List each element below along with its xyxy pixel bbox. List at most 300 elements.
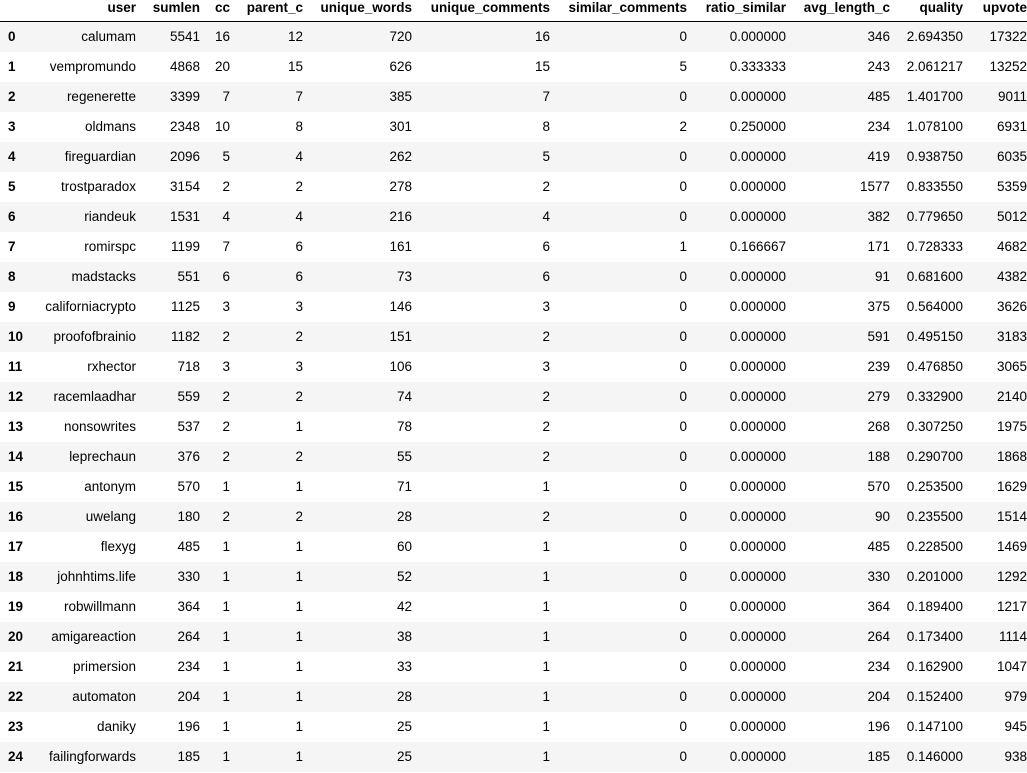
cell-ratio-similar: 0.250000 bbox=[729, 119, 786, 134]
cell-unique-words: 73 bbox=[396, 269, 412, 284]
cell-avg-length-c: 204 bbox=[867, 689, 890, 704]
cell-cc: 2 bbox=[222, 419, 230, 434]
column-header-sumlen: sumlen bbox=[136, 0, 200, 21]
row-index: 21 bbox=[8, 659, 24, 674]
table-row bbox=[0, 142, 1027, 172]
table-row bbox=[0, 442, 1027, 472]
cell-cc: 1 bbox=[222, 599, 230, 614]
cell-user: antonym bbox=[84, 479, 136, 494]
cell-upvote: 1975 bbox=[996, 419, 1027, 434]
row-index: 8 bbox=[8, 269, 16, 284]
cell-cc: 7 bbox=[222, 89, 230, 104]
cell-unique-comments: 1 bbox=[542, 569, 550, 584]
cell-cc: 1 bbox=[222, 659, 230, 674]
cell-similar-comments: 0 bbox=[679, 149, 687, 164]
cell-user: rxhector bbox=[87, 359, 136, 374]
cell-unique-words: 60 bbox=[396, 539, 412, 554]
cell-sumlen: 1125 bbox=[170, 299, 200, 314]
cell-avg-length-c: 346 bbox=[867, 29, 890, 44]
cell-upvote: 1868 bbox=[996, 449, 1027, 464]
cell-avg-length-c: 234 bbox=[867, 659, 890, 674]
cell-unique-comments: 6 bbox=[542, 269, 550, 284]
cell-quality: 0.728333 bbox=[906, 239, 963, 254]
cell-upvote: 5359 bbox=[996, 179, 1027, 194]
cell-unique-comments: 5 bbox=[542, 149, 550, 164]
column-header-ratio-similar: ratio_similar bbox=[687, 0, 786, 21]
table-header bbox=[0, 0, 1027, 21]
cell-avg-length-c: 171 bbox=[867, 239, 890, 254]
row-index: 23 bbox=[8, 719, 24, 734]
row-index: 17 bbox=[8, 539, 24, 554]
cell-sumlen: 5541 bbox=[169, 29, 200, 44]
cell-parent-c: 12 bbox=[287, 29, 303, 44]
cell-sumlen: 718 bbox=[177, 359, 200, 374]
cell-unique-words: 720 bbox=[389, 29, 412, 44]
cell-unique-comments: 1 bbox=[542, 719, 550, 734]
cell-avg-length-c: 485 bbox=[867, 89, 890, 104]
column-header-unique-comments: unique_comments bbox=[412, 0, 550, 21]
cell-cc: 16 bbox=[214, 29, 230, 44]
cell-unique-words: 278 bbox=[389, 179, 412, 194]
table-row bbox=[0, 52, 1027, 82]
cell-cc: 1 bbox=[222, 749, 230, 764]
cell-avg-length-c: 90 bbox=[874, 509, 890, 524]
cell-ratio-similar: 0.000000 bbox=[729, 509, 786, 524]
cell-user: uwelang bbox=[85, 509, 136, 524]
cell-cc: 1 bbox=[222, 569, 230, 584]
cell-upvote: 3183 bbox=[996, 329, 1027, 344]
cell-upvote: 4382 bbox=[996, 269, 1027, 284]
cell-parent-c: 15 bbox=[287, 59, 303, 74]
cell-cc: 5 bbox=[222, 149, 230, 164]
cell-cc: 7 bbox=[222, 239, 230, 254]
cell-ratio-similar: 0.000000 bbox=[729, 359, 786, 374]
cell-unique-words: 28 bbox=[396, 509, 412, 524]
row-index: 10 bbox=[8, 329, 24, 344]
cell-sumlen: 551 bbox=[177, 269, 200, 284]
cell-user: primersion bbox=[72, 659, 136, 674]
cell-parent-c: 1 bbox=[295, 719, 303, 734]
row-index: 16 bbox=[8, 509, 24, 524]
cell-ratio-similar: 0.000000 bbox=[729, 179, 786, 194]
cell-similar-comments: 0 bbox=[679, 269, 687, 284]
cell-user: californiacrypto bbox=[45, 299, 136, 314]
cell-unique-words: 78 bbox=[396, 419, 412, 434]
cell-sumlen: 2096 bbox=[169, 149, 200, 164]
row-index: 14 bbox=[8, 449, 24, 464]
cell-unique-comments: 2 bbox=[542, 179, 550, 194]
cell-parent-c: 1 bbox=[295, 419, 303, 434]
cell-sumlen: 3399 bbox=[169, 89, 200, 104]
cell-unique-words: 74 bbox=[396, 389, 412, 404]
cell-cc: 2 bbox=[222, 449, 230, 464]
row-index: 7 bbox=[8, 239, 16, 254]
cell-ratio-similar: 0.000000 bbox=[729, 419, 786, 434]
cell-unique-words: 262 bbox=[389, 149, 412, 164]
cell-similar-comments: 0 bbox=[679, 329, 687, 344]
cell-avg-length-c: 382 bbox=[867, 209, 890, 224]
row-index: 24 bbox=[8, 749, 24, 764]
cell-similar-comments: 1 bbox=[679, 239, 687, 254]
cell-sumlen: 376 bbox=[177, 449, 200, 464]
cell-user: johnhtims.life bbox=[57, 569, 136, 584]
cell-upvote: 2140 bbox=[996, 389, 1027, 404]
cell-quality: 0.476850 bbox=[906, 359, 963, 374]
cell-user: leprechaun bbox=[69, 449, 136, 464]
cell-sumlen: 185 bbox=[177, 749, 200, 764]
cell-quality: 0.833550 bbox=[906, 179, 963, 194]
cell-similar-comments: 0 bbox=[679, 749, 687, 764]
cell-similar-comments: 0 bbox=[679, 539, 687, 554]
cell-user: racemlaadhar bbox=[53, 389, 136, 404]
cell-parent-c: 8 bbox=[295, 119, 303, 134]
cell-ratio-similar: 0.000000 bbox=[729, 719, 786, 734]
table-row bbox=[0, 352, 1027, 382]
cell-upvote: 1469 bbox=[996, 539, 1027, 554]
cell-avg-length-c: 234 bbox=[867, 119, 890, 134]
cell-similar-comments: 0 bbox=[679, 179, 687, 194]
cell-unique-words: 38 bbox=[396, 629, 412, 644]
cell-sumlen: 1182 bbox=[170, 329, 200, 344]
header-row bbox=[0, 0, 1027, 21]
table-body bbox=[0, 21, 1027, 772]
row-index: 0 bbox=[8, 29, 16, 44]
cell-avg-length-c: 188 bbox=[867, 449, 890, 464]
cell-parent-c: 2 bbox=[295, 509, 303, 524]
cell-upvote: 3626 bbox=[996, 299, 1027, 314]
cell-unique-comments: 15 bbox=[534, 59, 550, 74]
table-row bbox=[0, 592, 1027, 622]
cell-user: automaton bbox=[72, 689, 136, 704]
cell-quality: 0.173400 bbox=[906, 629, 963, 644]
cell-parent-c: 6 bbox=[295, 239, 303, 254]
cell-unique-words: 55 bbox=[396, 449, 412, 464]
cell-upvote: 13252 bbox=[989, 59, 1027, 74]
cell-unique-words: 301 bbox=[389, 119, 412, 134]
column-header-quality: quality bbox=[890, 0, 963, 21]
cell-cc: 1 bbox=[222, 629, 230, 644]
cell-cc: 2 bbox=[222, 179, 230, 194]
table-row bbox=[0, 652, 1027, 682]
cell-quality: 0.228500 bbox=[906, 539, 963, 554]
cell-avg-length-c: 1577 bbox=[859, 179, 890, 194]
table-row bbox=[0, 502, 1027, 532]
cell-upvote: 1217 bbox=[996, 599, 1027, 614]
cell-sumlen: 559 bbox=[177, 389, 200, 404]
cell-user: calumam bbox=[81, 29, 136, 44]
cell-ratio-similar: 0.000000 bbox=[729, 209, 786, 224]
cell-avg-length-c: 264 bbox=[867, 629, 890, 644]
cell-quality: 0.152400 bbox=[906, 689, 963, 704]
table-row bbox=[0, 21, 1027, 52]
cell-unique-comments: 1 bbox=[542, 629, 550, 644]
cell-sumlen: 537 bbox=[177, 419, 200, 434]
cell-quality: 0.235500 bbox=[906, 509, 963, 524]
cell-ratio-similar: 0.000000 bbox=[729, 89, 786, 104]
cell-similar-comments: 0 bbox=[679, 479, 687, 494]
cell-similar-comments: 0 bbox=[679, 299, 687, 314]
cell-similar-comments: 0 bbox=[679, 359, 687, 374]
cell-parent-c: 2 bbox=[295, 449, 303, 464]
cell-cc: 1 bbox=[222, 539, 230, 554]
cell-user: vempromundo bbox=[49, 59, 136, 74]
row-index: 20 bbox=[8, 629, 24, 644]
table-row bbox=[0, 292, 1027, 322]
cell-ratio-similar: 0.000000 bbox=[729, 689, 786, 704]
cell-similar-comments: 0 bbox=[679, 419, 687, 434]
cell-upvote: 938 bbox=[1004, 749, 1027, 764]
cell-ratio-similar: 0.000000 bbox=[729, 749, 786, 764]
cell-parent-c: 2 bbox=[295, 329, 303, 344]
cell-sumlen: 3154 bbox=[169, 179, 200, 194]
cell-unique-words: 28 bbox=[396, 689, 412, 704]
cell-sumlen: 1199 bbox=[170, 239, 200, 254]
cell-user: romirspc bbox=[84, 239, 136, 254]
cell-unique-words: 146 bbox=[389, 299, 412, 314]
cell-unique-words: 106 bbox=[389, 359, 412, 374]
column-header-user: user bbox=[32, 0, 136, 21]
column-header-cc: cc bbox=[200, 0, 230, 21]
row-index: 19 bbox=[8, 599, 24, 614]
cell-unique-comments: 1 bbox=[542, 659, 550, 674]
cell-ratio-similar: 0.000000 bbox=[729, 539, 786, 554]
cell-similar-comments: 5 bbox=[679, 59, 687, 74]
column-header-avg-length-c: avg_length_c bbox=[786, 0, 890, 21]
cell-upvote: 6931 bbox=[996, 119, 1027, 134]
cell-unique-comments: 3 bbox=[542, 299, 550, 314]
cell-similar-comments: 0 bbox=[679, 209, 687, 224]
cell-ratio-similar: 0.000000 bbox=[729, 599, 786, 614]
cell-unique-comments: 16 bbox=[534, 29, 550, 44]
cell-unique-comments: 1 bbox=[542, 479, 550, 494]
cell-upvote: 4682 bbox=[996, 239, 1027, 254]
cell-sumlen: 2348 bbox=[169, 119, 200, 134]
cell-upvote: 1629 bbox=[996, 479, 1027, 494]
cell-parent-c: 1 bbox=[295, 479, 303, 494]
cell-user: trostparadox bbox=[60, 179, 136, 194]
cell-similar-comments: 0 bbox=[679, 449, 687, 464]
cell-parent-c: 1 bbox=[295, 689, 303, 704]
cell-avg-length-c: 243 bbox=[867, 59, 890, 74]
cell-sumlen: 4868 bbox=[169, 59, 200, 74]
table-row bbox=[0, 712, 1027, 742]
table-row bbox=[0, 532, 1027, 562]
table-row bbox=[0, 202, 1027, 232]
row-index: 12 bbox=[8, 389, 24, 404]
cell-sumlen: 204 bbox=[177, 689, 200, 704]
cell-similar-comments: 0 bbox=[679, 659, 687, 674]
cell-unique-comments: 7 bbox=[542, 89, 550, 104]
cell-similar-comments: 0 bbox=[679, 89, 687, 104]
cell-avg-length-c: 485 bbox=[867, 539, 890, 554]
cell-ratio-similar: 0.333333 bbox=[729, 59, 786, 74]
cell-upvote: 979 bbox=[1004, 689, 1027, 704]
cell-quality: 0.564000 bbox=[906, 299, 963, 314]
cell-unique-words: 25 bbox=[396, 719, 412, 734]
cell-quality: 1.401700 bbox=[906, 89, 963, 104]
cell-parent-c: 1 bbox=[295, 749, 303, 764]
cell-sumlen: 570 bbox=[177, 479, 200, 494]
cell-user: fireguardian bbox=[64, 149, 136, 164]
column-header-parent-c: parent_c bbox=[230, 0, 303, 21]
cell-quality: 0.146000 bbox=[906, 749, 963, 764]
cell-similar-comments: 0 bbox=[679, 569, 687, 584]
cell-sumlen: 1531 bbox=[169, 209, 200, 224]
cell-avg-length-c: 419 bbox=[867, 149, 890, 164]
cell-cc: 3 bbox=[222, 299, 230, 314]
cell-similar-comments: 2 bbox=[679, 119, 687, 134]
row-index: 15 bbox=[8, 479, 24, 494]
cell-avg-length-c: 239 bbox=[867, 359, 890, 374]
table-row bbox=[0, 562, 1027, 592]
cell-quality: 0.162900 bbox=[906, 659, 963, 674]
cell-ratio-similar: 0.000000 bbox=[729, 449, 786, 464]
cell-unique-words: 151 bbox=[389, 329, 412, 344]
cell-parent-c: 7 bbox=[295, 89, 303, 104]
cell-unique-comments: 8 bbox=[542, 119, 550, 134]
cell-ratio-similar: 0.000000 bbox=[729, 29, 786, 44]
cell-parent-c: 1 bbox=[295, 629, 303, 644]
cell-ratio-similar: 0.000000 bbox=[729, 569, 786, 584]
row-index: 4 bbox=[8, 149, 16, 164]
cell-ratio-similar: 0.000000 bbox=[729, 269, 786, 284]
cell-quality: 1.078100 bbox=[906, 119, 963, 134]
table-row bbox=[0, 262, 1027, 292]
cell-similar-comments: 0 bbox=[679, 719, 687, 734]
cell-unique-words: 626 bbox=[389, 59, 412, 74]
cell-cc: 2 bbox=[222, 389, 230, 404]
cell-sumlen: 180 bbox=[177, 509, 200, 524]
cell-unique-comments: 2 bbox=[542, 509, 550, 524]
cell-avg-length-c: 375 bbox=[867, 299, 890, 314]
cell-similar-comments: 0 bbox=[679, 509, 687, 524]
table-row bbox=[0, 412, 1027, 442]
row-index: 9 bbox=[8, 299, 16, 314]
cell-ratio-similar: 0.000000 bbox=[729, 389, 786, 404]
cell-avg-length-c: 570 bbox=[867, 479, 890, 494]
cell-upvote: 9011 bbox=[997, 89, 1027, 104]
cell-quality: 0.147100 bbox=[906, 719, 963, 734]
cell-parent-c: 3 bbox=[295, 359, 303, 374]
cell-unique-comments: 2 bbox=[542, 329, 550, 344]
cell-ratio-similar: 0.000000 bbox=[729, 329, 786, 344]
cell-unique-comments: 1 bbox=[542, 749, 550, 764]
row-index: 5 bbox=[8, 179, 16, 194]
cell-unique-words: 216 bbox=[389, 209, 412, 224]
cell-avg-length-c: 279 bbox=[867, 389, 890, 404]
cell-cc: 2 bbox=[222, 509, 230, 524]
cell-user: failingforwards bbox=[48, 749, 136, 764]
cell-upvote: 3065 bbox=[996, 359, 1027, 374]
cell-ratio-similar: 0.000000 bbox=[729, 659, 786, 674]
row-index: 22 bbox=[8, 689, 24, 704]
column-header-similar-comments: similar_comments bbox=[550, 0, 687, 21]
cell-quality: 0.332900 bbox=[906, 389, 963, 404]
cell-avg-length-c: 91 bbox=[874, 269, 890, 284]
table-row bbox=[0, 232, 1027, 262]
row-index: 13 bbox=[8, 419, 24, 434]
cell-avg-length-c: 185 bbox=[867, 749, 890, 764]
cell-upvote: 945 bbox=[1004, 719, 1027, 734]
cell-upvote: 1514 bbox=[996, 509, 1027, 524]
column-header-unique-words: unique_words bbox=[303, 0, 412, 21]
cell-user: madstacks bbox=[71, 269, 136, 284]
cell-unique-words: 42 bbox=[396, 599, 412, 614]
cell-user: nonsowrites bbox=[63, 419, 136, 434]
cell-unique-words: 33 bbox=[396, 659, 412, 674]
cell-quality: 2.061217 bbox=[906, 59, 963, 74]
cell-user: riandeuk bbox=[84, 209, 136, 224]
cell-upvote: 1047 bbox=[996, 659, 1027, 674]
cell-cc: 4 bbox=[222, 209, 230, 224]
cell-ratio-similar: 0.000000 bbox=[729, 149, 786, 164]
cell-unique-comments: 1 bbox=[542, 599, 550, 614]
cell-avg-length-c: 591 bbox=[867, 329, 890, 344]
cell-upvote: 17322 bbox=[989, 29, 1027, 44]
cell-sumlen: 196 bbox=[177, 719, 200, 734]
cell-avg-length-c: 330 bbox=[867, 569, 890, 584]
table-row bbox=[0, 172, 1027, 202]
cell-parent-c: 1 bbox=[295, 599, 303, 614]
cell-ratio-similar: 0.000000 bbox=[729, 299, 786, 314]
cell-user: daniky bbox=[96, 719, 136, 734]
cell-unique-words: 385 bbox=[389, 89, 412, 104]
cell-unique-comments: 1 bbox=[542, 689, 550, 704]
cell-user: amigareaction bbox=[51, 629, 136, 644]
cell-avg-length-c: 196 bbox=[867, 719, 890, 734]
cell-unique-comments: 3 bbox=[542, 359, 550, 374]
cell-parent-c: 6 bbox=[295, 269, 303, 284]
cell-similar-comments: 0 bbox=[679, 389, 687, 404]
cell-unique-comments: 4 bbox=[542, 209, 550, 224]
cell-quality: 0.495150 bbox=[906, 329, 963, 344]
cell-upvote: 1292 bbox=[996, 569, 1027, 584]
cell-quality: 0.938750 bbox=[906, 149, 963, 164]
cell-user: flexyg bbox=[100, 539, 136, 554]
table-row bbox=[0, 622, 1027, 652]
cell-unique-comments: 2 bbox=[542, 389, 550, 404]
cell-parent-c: 4 bbox=[295, 209, 303, 224]
cell-similar-comments: 0 bbox=[679, 689, 687, 704]
cell-cc: 1 bbox=[222, 689, 230, 704]
cell-user: regenerette bbox=[66, 89, 136, 104]
row-index: 1 bbox=[8, 59, 16, 74]
cell-parent-c: 3 bbox=[295, 299, 303, 314]
row-index: 2 bbox=[8, 89, 16, 104]
table-row bbox=[0, 742, 1027, 772]
table-row bbox=[0, 472, 1027, 502]
cell-unique-comments: 1 bbox=[542, 539, 550, 554]
table-row bbox=[0, 382, 1027, 412]
cell-similar-comments: 0 bbox=[679, 629, 687, 644]
cell-cc: 1 bbox=[222, 719, 230, 734]
cell-sumlen: 330 bbox=[177, 569, 200, 584]
cell-quality: 0.290700 bbox=[906, 449, 963, 464]
cell-quality: 0.189400 bbox=[906, 599, 963, 614]
cell-avg-length-c: 364 bbox=[867, 599, 890, 614]
table-row bbox=[0, 322, 1027, 352]
cell-ratio-similar: 0.000000 bbox=[729, 479, 786, 494]
row-index: 11 bbox=[8, 359, 23, 374]
row-index: 3 bbox=[8, 119, 16, 134]
cell-similar-comments: 0 bbox=[679, 599, 687, 614]
cell-cc: 20 bbox=[214, 59, 230, 74]
cell-sumlen: 234 bbox=[177, 659, 200, 674]
cell-quality: 2.694350 bbox=[906, 29, 963, 44]
cell-unique-comments: 6 bbox=[542, 239, 550, 254]
table-row bbox=[0, 682, 1027, 712]
cell-unique-comments: 2 bbox=[542, 419, 550, 434]
